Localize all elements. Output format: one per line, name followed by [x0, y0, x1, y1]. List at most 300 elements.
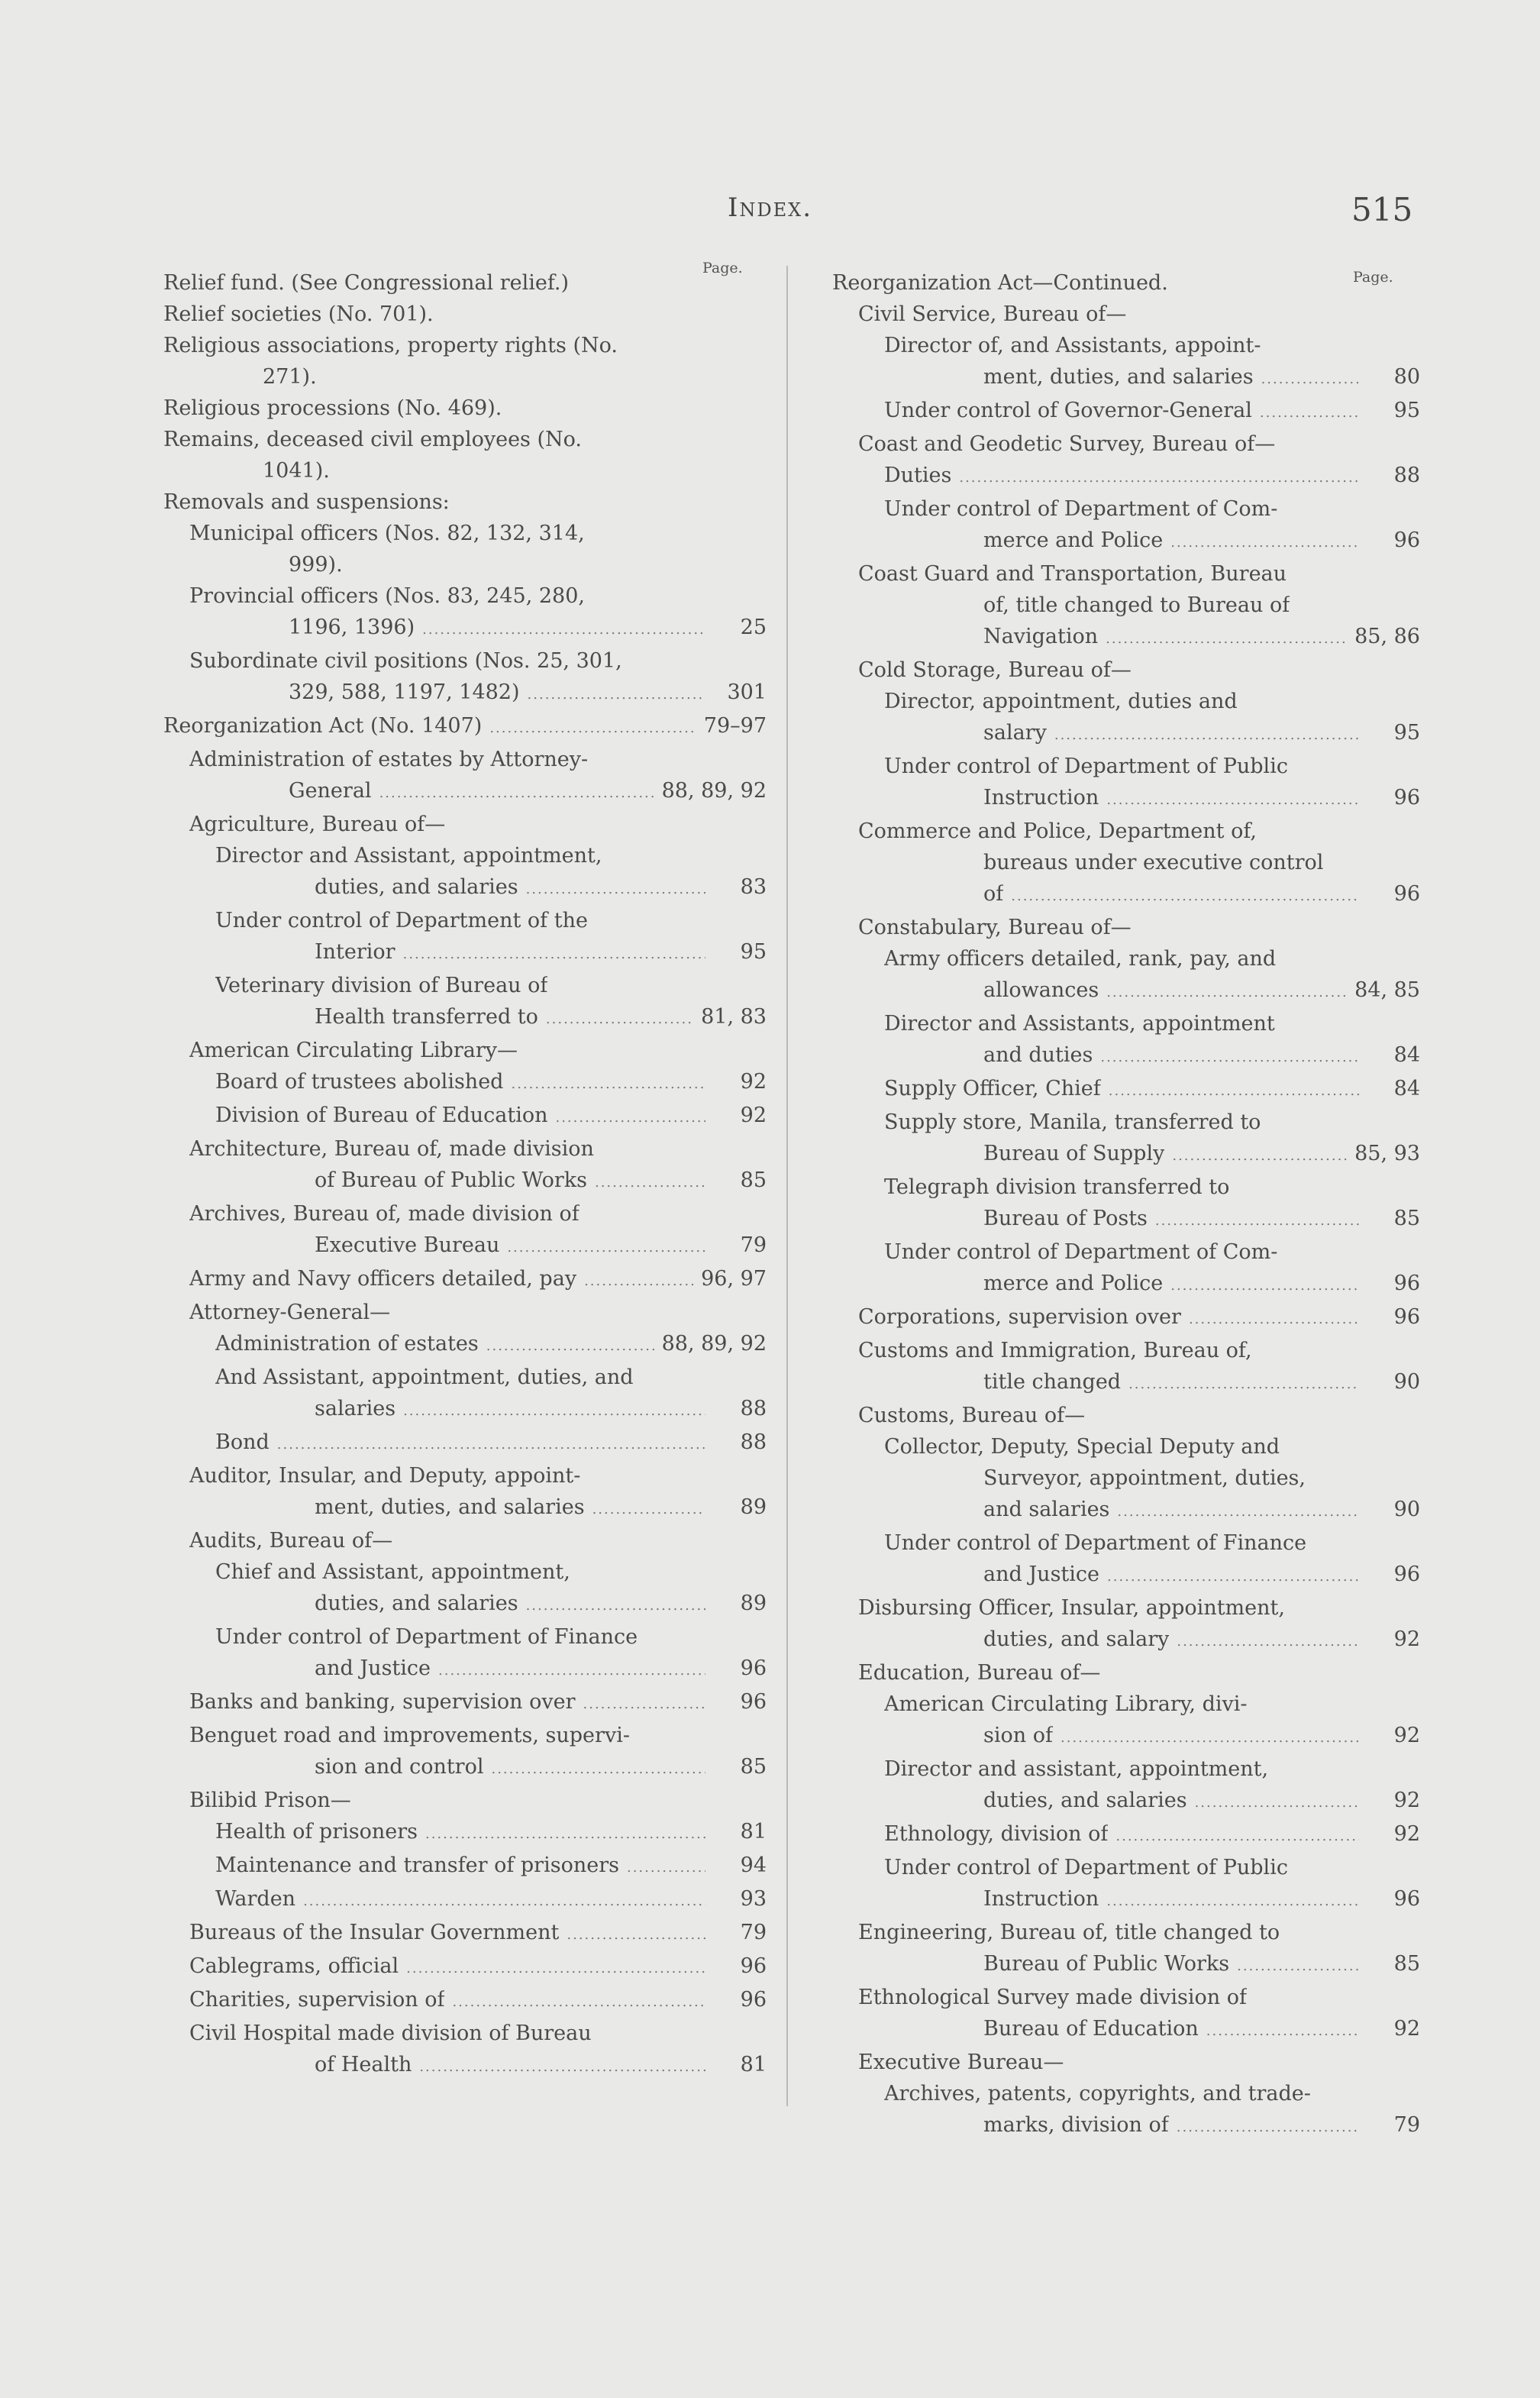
index-entry — [163, 1917, 767, 1950]
index-entry-text: Engineering, Bureau of, title changed to — [858, 1921, 1280, 1944]
left-index-column — [163, 267, 767, 2083]
index-entry-text: merce and Police — [983, 528, 1164, 552]
index-entry-text: Archives, Bureau of, made division of — [189, 1202, 580, 1226]
index-entry — [832, 1753, 1420, 1785]
leader-dots — [1261, 364, 1359, 395]
index-entry-page-ref: 96 — [1393, 528, 1420, 552]
leader-dots — [406, 1953, 705, 1984]
index-entry-text: Municipal officers (Nos. 82, 132, 314, — [189, 522, 585, 545]
index-entry — [163, 612, 767, 645]
index-entry — [163, 809, 767, 840]
index-entry-text: Bond — [215, 1430, 270, 1454]
index-entry-page-ref: 92 — [1393, 2017, 1420, 2041]
leader-dots — [1170, 1270, 1359, 1301]
index-entry-text: Under control of Department of Finance — [215, 1625, 638, 1649]
index-entry-text: of Bureau of Public Works — [315, 1168, 587, 1192]
index-entry-page-ref: 96 — [1393, 1305, 1420, 1329]
index-entry — [163, 549, 767, 580]
index-entry-text: Chief and Assistant, appointment, — [215, 1560, 570, 1584]
index-entry-text: Director and Assistant, appointment, — [215, 844, 602, 868]
index-entry-page-ref: 88, 89, 92 — [661, 1332, 767, 1356]
leader-dots — [419, 2051, 705, 2083]
index-entry-text: Relief fund. (See Congressional relief.) — [163, 271, 569, 295]
index-entry-text: Army and Navy officers detailed, pay — [189, 1267, 577, 1291]
leader-dots — [583, 1689, 706, 1720]
index-entry — [832, 621, 1420, 654]
index-entry — [163, 361, 767, 393]
leader-dots — [555, 1102, 705, 1133]
index-entry-page-ref: 81 — [740, 2053, 767, 2076]
index-entry-text: Remains, deceased civil employees (No. — [163, 428, 583, 451]
index-entry-page-ref: 79 — [740, 1233, 767, 1257]
index-entry — [832, 1624, 1420, 1657]
index-entry — [832, 1172, 1420, 1203]
index-entry-page-ref: 96 — [1393, 1887, 1420, 1911]
leader-dots — [491, 1753, 705, 1785]
index-entry-text: and Justice — [983, 1563, 1100, 1586]
index-entry — [832, 493, 1420, 525]
index-entry-text: Under control of Department of Com- — [884, 1240, 1278, 1264]
index-entry-text: Auditor, Insular, and Deputy, appoint- — [189, 1464, 581, 1488]
leader-dots — [1177, 1626, 1359, 1657]
index-entry-text: Duties — [884, 464, 952, 487]
index-entry-page-ref: 95 — [740, 940, 767, 964]
index-entry — [163, 1066, 767, 1100]
index-entry-text: sion and control — [315, 1755, 484, 1779]
index-entry-text: Provincial officers (Nos. 83, 245, 280, — [189, 584, 585, 608]
index-entry — [832, 974, 1420, 1008]
leader-dots — [526, 1590, 705, 1621]
index-entry — [832, 395, 1420, 428]
index-entry — [163, 905, 767, 936]
index-entry — [832, 299, 1420, 330]
index-entry-text: American Circulating Library, divi- — [884, 1692, 1248, 1716]
index-entry-page-ref: 92 — [1393, 1724, 1420, 1747]
index-entry-text: Audits, Bureau of— — [189, 1529, 393, 1553]
leader-dots — [1100, 1042, 1359, 1073]
index-entry — [163, 455, 767, 486]
index-entry — [832, 1494, 1420, 1527]
leader-dots — [1115, 1821, 1359, 1852]
index-entry-page-ref: 80 — [1393, 365, 1420, 389]
index-entry — [832, 654, 1420, 686]
index-entry — [163, 299, 767, 330]
index-entry-text: Reorganization Act (No. 1407) — [163, 714, 483, 738]
index-entry-text: Director and assistant, appointment, — [884, 1757, 1269, 1781]
index-entry-page-ref: 95 — [1393, 399, 1420, 422]
index-entry-text: Banks and banking, supervision over — [189, 1690, 576, 1714]
index-entry-text: ment, duties, and salaries — [983, 365, 1254, 389]
index-entry — [163, 840, 767, 871]
index-entry-text: sion of — [983, 1724, 1053, 1747]
index-entry-page-ref: 96 — [740, 1954, 767, 1978]
index-entry — [832, 428, 1420, 460]
index-entry-text: and Justice — [315, 1656, 431, 1680]
index-entry-page-ref: 96 — [1393, 786, 1420, 810]
leader-dots — [526, 874, 705, 905]
leader-dots — [1206, 2015, 1359, 2047]
index-entry — [163, 1491, 767, 1525]
index-entry — [832, 1785, 1420, 1818]
index-entry — [163, 1525, 767, 1556]
index-entry-text: and salaries — [983, 1498, 1110, 1521]
index-entry — [163, 1785, 767, 1816]
index-entry — [832, 2109, 1420, 2143]
leader-dots — [507, 1232, 705, 1263]
index-entry-page-ref: 89 — [740, 1592, 767, 1615]
index-entry-text: Civil Service, Bureau of— — [858, 302, 1127, 326]
index-entry-page-ref: 84, 85 — [1354, 978, 1420, 1002]
index-entry-text: merce and Police — [983, 1272, 1164, 1295]
index-entry-text: Army officers detailed, rank, pay, and — [884, 947, 1277, 971]
leader-dots — [1117, 1496, 1359, 1527]
leader-dots — [1155, 1205, 1359, 1236]
index-entry — [832, 2013, 1420, 2047]
index-entry-text: Ethnological Survey made division of — [858, 1986, 1248, 2009]
index-entry-page-ref: 93 — [740, 1887, 767, 1911]
index-entry-text: duties, and salaries — [315, 875, 518, 899]
index-entry-page-ref: 88 — [740, 1430, 767, 1454]
index-entry-page-ref: 90 — [1393, 1370, 1420, 1394]
index-entry-text: Benguet road and improvements, supervi- — [189, 1724, 630, 1747]
leader-dots — [511, 1068, 705, 1100]
index-entry — [163, 1198, 767, 1230]
leader-dots — [303, 1886, 705, 1917]
index-entry — [832, 2047, 1420, 2078]
index-entry — [832, 1236, 1420, 1268]
index-entry — [832, 1852, 1420, 1883]
leader-dots — [422, 614, 705, 645]
index-entry-text: 999). — [289, 553, 343, 577]
index-entry-text: Commerce and Police, Department of, — [858, 819, 1257, 843]
index-entry-text: Executive Bureau — [315, 1233, 500, 1257]
leader-dots — [1106, 623, 1347, 654]
index-entry — [832, 751, 1420, 782]
index-entry-text: Under control of Department of the — [215, 909, 588, 932]
index-entry-text: marks, division of — [983, 2113, 1169, 2137]
page-number: 515 — [1351, 191, 1413, 228]
index-entry-text: Customs, Bureau of— — [858, 1404, 1086, 1427]
index-entry — [832, 1657, 1420, 1689]
index-entry — [163, 1328, 767, 1362]
leader-dots — [486, 1330, 654, 1362]
index-entry-text: Administration of estates by Attorney- — [189, 748, 589, 771]
index-entry — [163, 1883, 767, 1917]
index-entry — [163, 1427, 767, 1460]
index-entry-page-ref: 96 — [1393, 1563, 1420, 1586]
index-entry — [163, 1653, 767, 1686]
index-entry-text: Supply Officer, Chief — [884, 1077, 1101, 1100]
index-entry-page-ref: 79 — [1393, 2113, 1420, 2137]
index-entry-text: Navigation — [983, 625, 1099, 648]
index-entry-page-ref: 84 — [1393, 1077, 1420, 1100]
index-entry-text: duties, and salaries — [315, 1592, 518, 1615]
index-entry-page-ref: 85 — [740, 1168, 767, 1192]
leader-dots — [1011, 881, 1359, 912]
index-entry-page-ref: 96 — [1393, 882, 1420, 906]
leader-dots — [1170, 527, 1359, 558]
index-entry — [163, 424, 767, 455]
index-entry — [832, 912, 1420, 943]
index-entry-text: Health transferred to — [315, 1005, 538, 1029]
index-entry — [832, 525, 1420, 558]
leader-dots — [1172, 1140, 1347, 1172]
index-entry-text: Customs and Immigration, Bureau of, — [858, 1339, 1252, 1362]
index-entry-text: Cablegrams, official — [189, 1954, 399, 1978]
index-entry-text: Under control of Department of Public — [884, 755, 1288, 778]
index-entry-text: Bureau of Education — [983, 2017, 1199, 2041]
index-entry-page-ref: 25 — [740, 616, 767, 639]
index-entry-text: Maintenance and transfer of prisoners — [215, 1853, 619, 1877]
index-entry-text: Interior — [315, 940, 395, 964]
index-entry-text: Bureaus of the Insular Government — [189, 1921, 560, 1944]
index-entry — [832, 878, 1420, 912]
index-entry-page-ref: 94 — [740, 1853, 767, 1877]
index-entry-text: allowances — [983, 978, 1099, 1002]
index-entry-text: Reorganization Act—Continued. — [832, 271, 1168, 295]
index-entry-text: 1196, 1396) — [289, 616, 415, 639]
index-entry — [163, 871, 767, 905]
index-entry-page-ref: 301 — [727, 680, 767, 704]
leader-dots — [452, 1986, 705, 2018]
index-entry — [832, 717, 1420, 751]
index-entry — [832, 1883, 1420, 1917]
index-entry — [163, 1165, 767, 1198]
index-entry — [163, 1816, 767, 1850]
index-entry — [832, 330, 1420, 361]
index-entry-text: Director and Assistants, appointment — [884, 1012, 1275, 1036]
index-entry-text: Board of trustees abolished — [215, 1070, 504, 1094]
leader-dots — [1189, 1304, 1359, 1335]
index-entry-page-ref: 81 — [740, 1820, 767, 1844]
index-entry — [832, 558, 1420, 590]
index-entry-text: Supply store, Manila, transferred to — [884, 1110, 1261, 1134]
index-entry-text: Instruction — [983, 1887, 1099, 1911]
leader-dots — [403, 939, 705, 970]
index-entry — [163, 1460, 767, 1491]
index-entry-text: Cold Storage, Bureau of— — [858, 658, 1132, 682]
index-entry-text: bureaus under executive control — [983, 851, 1324, 874]
index-entry-text: Religious associations, property rights (No. — [163, 334, 618, 357]
leader-dots — [1106, 977, 1347, 1008]
index-entry-page-ref: 92 — [1393, 1627, 1420, 1651]
index-entry — [163, 1984, 767, 2018]
index-entry — [832, 1008, 1420, 1039]
index-entry-page-ref: 96 — [740, 1690, 767, 1714]
index-entry-page-ref: 79–97 — [703, 714, 767, 738]
index-entry-page-ref: 85 — [740, 1755, 767, 1779]
index-entry-text: Charities, supervision of — [189, 1988, 445, 2012]
index-entry-text: Removals and suspensions: — [163, 490, 450, 514]
index-entry-page-ref: 90 — [1393, 1498, 1420, 1521]
index-entry-text: American Circulating Library— — [189, 1039, 518, 1062]
index-entry — [163, 330, 767, 361]
leader-dots — [1128, 1369, 1359, 1400]
index-entry-text: Under control of Department of Finance — [884, 1531, 1307, 1555]
leader-dots — [277, 1429, 705, 1460]
index-entry — [163, 1230, 767, 1263]
index-entry — [163, 645, 767, 677]
index-entry-text: Division of Bureau of Education — [215, 1104, 548, 1127]
index-entry-page-ref: 81, 83 — [701, 1005, 767, 1029]
index-entry-page-ref: 92 — [740, 1104, 767, 1127]
index-entry — [163, 1362, 767, 1393]
index-entry-text: Bureau of Supply — [983, 1142, 1165, 1165]
index-entry — [163, 710, 767, 744]
index-entry-text: Veterinary division of Bureau of — [215, 974, 548, 997]
leader-dots — [1061, 1722, 1359, 1753]
index-entry-text: Archives, patents, copyrights, and trade- — [884, 2082, 1311, 2106]
index-entry-page-ref: 95 — [1393, 721, 1420, 745]
index-entry — [832, 1559, 1420, 1592]
index-entry-text: Administration of estates — [215, 1332, 479, 1356]
index-entry-text: and duties — [983, 1043, 1093, 1067]
leader-dots — [1054, 719, 1359, 751]
index-entry — [163, 580, 767, 612]
index-entry — [832, 1203, 1420, 1236]
index-entry-page-ref: 85, 86 — [1354, 625, 1420, 648]
index-entry — [163, 2018, 767, 2049]
index-entry-text: Surveyor, appointment, duties, — [983, 1466, 1306, 1490]
index-entry-text: of Health — [315, 2053, 412, 2076]
column-divider — [786, 266, 788, 2106]
index-entry-text: Executive Bureau— — [858, 2051, 1064, 2074]
leader-dots — [1195, 1787, 1359, 1818]
index-entry — [832, 816, 1420, 847]
index-entry-page-ref: 92 — [740, 1070, 767, 1094]
page-header-title: Index. — [727, 192, 813, 223]
leader-dots — [403, 1395, 705, 1427]
leader-dots — [1106, 784, 1359, 816]
index-entry-page-ref: 96, 97 — [701, 1267, 767, 1291]
index-entry-page-ref: 92 — [1393, 1789, 1420, 1812]
index-entry-text: Agriculture, Bureau of— — [189, 813, 446, 836]
index-entry-page-ref: 85, 93 — [1354, 1142, 1420, 1165]
index-entry — [163, 1556, 767, 1588]
index-entry-text: salaries — [315, 1397, 396, 1420]
index-entry-text: salary — [983, 721, 1047, 745]
leader-dots — [627, 1852, 705, 1883]
index-entry — [832, 267, 1420, 299]
leader-dots — [1107, 1561, 1359, 1592]
index-entry-text: 329, 588, 1197, 1482) — [289, 680, 520, 704]
leader-dots — [1237, 1950, 1359, 1982]
index-entry — [163, 1100, 767, 1133]
index-entry-text: Subordinate civil positions (Nos. 25, 301, — [189, 649, 622, 673]
index-entry — [163, 267, 767, 299]
index-entry-text: Instruction — [983, 786, 1099, 810]
index-entry-text: Attorney-General— — [189, 1301, 391, 1324]
index-entry-text: duties, and salaries — [983, 1789, 1187, 1812]
index-entry — [832, 2078, 1420, 2109]
index-entry-text: ment, duties, and salaries — [315, 1495, 585, 1519]
index-entry-text: of — [983, 882, 1004, 906]
leader-dots — [595, 1167, 705, 1198]
index-entry — [832, 1400, 1420, 1431]
index-entry — [163, 2049, 767, 2083]
index-entry — [163, 1263, 767, 1297]
index-entry — [832, 1462, 1420, 1494]
index-entry — [163, 1686, 767, 1720]
index-entry — [163, 1621, 767, 1653]
index-entry — [832, 460, 1420, 493]
leader-dots — [592, 1494, 705, 1525]
index-entry — [163, 1588, 767, 1621]
index-entry-page-ref: 96 — [1393, 1272, 1420, 1295]
index-entry — [163, 936, 767, 970]
left-column-page-label: Page. — [702, 260, 743, 276]
index-entry — [832, 1982, 1420, 2013]
leader-dots — [425, 1818, 705, 1850]
index-entry-text: of, title changed to Bureau of — [983, 593, 1290, 617]
index-entry-text: Health of prisoners — [215, 1820, 418, 1844]
index-entry — [832, 1720, 1420, 1753]
index-entry-text: Director of, and Assistants, appoint- — [884, 334, 1261, 357]
index-entry-text: Disbursing Officer, Insular, appointment, — [858, 1596, 1285, 1620]
leader-dots — [528, 679, 705, 710]
leader-dots — [379, 777, 654, 809]
index-entry — [832, 1689, 1420, 1720]
index-entry — [163, 1950, 767, 1984]
index-entry — [832, 782, 1420, 816]
index-entry-page-ref: 89 — [740, 1495, 767, 1519]
index-entry — [832, 1948, 1420, 1982]
leader-dots — [438, 1655, 705, 1686]
index-entry — [832, 1138, 1420, 1172]
index-entry — [832, 847, 1420, 878]
index-entry-text: Under control of Department of Public — [884, 1856, 1288, 1879]
index-entry-text: General — [289, 779, 372, 803]
leader-dots — [959, 462, 1359, 493]
index-entry-text: Warden — [215, 1887, 296, 1911]
index-entry — [832, 1917, 1420, 1948]
index-entry-text: Civil Hospital made division of Bureau — [189, 2021, 592, 2045]
leader-dots — [567, 1919, 705, 1950]
index-entry-text: Coast Guard and Transportation, Bureau — [858, 562, 1287, 586]
index-entry — [832, 1301, 1420, 1335]
index-entry-text: duties, and salary — [983, 1627, 1170, 1651]
index-entry-page-ref: 85 — [1393, 1207, 1420, 1230]
index-entry-text: Corporations, supervision over — [858, 1305, 1181, 1329]
index-entry-text: Religious processions (No. 469). — [163, 396, 502, 420]
leader-dots — [1109, 1075, 1359, 1107]
index-entry — [163, 393, 767, 424]
index-entry-page-ref: 88 — [740, 1397, 767, 1420]
index-entry-text: Bureau of Public Works — [983, 1952, 1230, 1976]
index-entry — [163, 1850, 767, 1883]
index-entry — [832, 1431, 1420, 1462]
index-entry — [832, 590, 1420, 621]
right-index-column — [832, 267, 1420, 2143]
index-entry-page-ref: 79 — [740, 1921, 767, 1944]
index-entry — [832, 361, 1420, 395]
index-entry-page-ref: 96 — [740, 1656, 767, 1680]
index-entry-text: Education, Bureau of— — [858, 1661, 1101, 1685]
index-entry-page-ref: 84 — [1393, 1043, 1420, 1067]
index-entry — [163, 970, 767, 1001]
index-entry-page-ref: 96 — [740, 1988, 767, 2012]
index-entry-text: Under control of Governor-General — [884, 399, 1252, 422]
index-entry-text: Director, appointment, duties and — [884, 690, 1238, 713]
index-entry-text: Ethnology, division of — [884, 1822, 1109, 1846]
index-entry-text: Telegraph division transferred to — [884, 1175, 1230, 1199]
index-entry-text: And Assistant, appointment, duties, and — [215, 1365, 634, 1389]
index-entry — [163, 1297, 767, 1328]
index-entry-text: 271). — [263, 365, 317, 389]
leader-dots — [1177, 2112, 1359, 2143]
index-entry — [163, 518, 767, 549]
leader-dots — [489, 713, 696, 744]
